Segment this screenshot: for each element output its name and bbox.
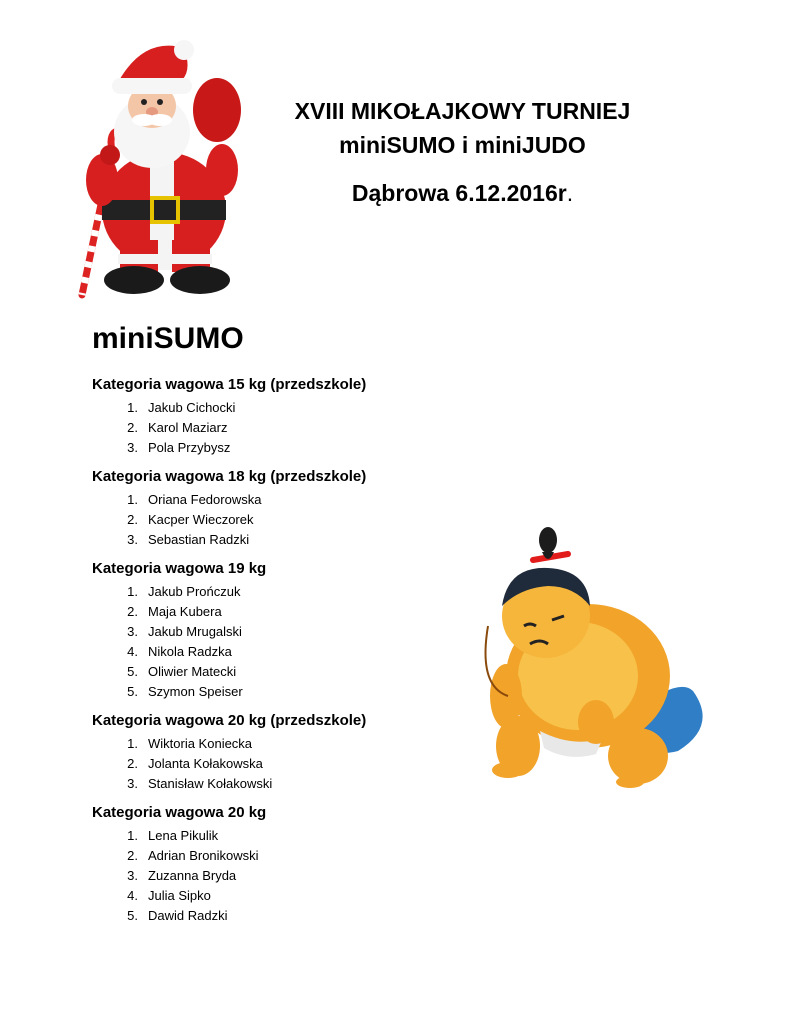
event-date <box>240 178 685 208</box>
participant-name: Jakub Cichocki <box>148 400 236 415</box>
participant-name: Oriana Fedorowska <box>148 492 262 507</box>
participant-number: 2. <box>127 756 138 771</box>
category-title: Kategoria wagowa 18 kg (przedszkole) <box>92 468 367 485</box>
participant-number: 2. <box>127 604 138 619</box>
section-heading: miniSUMO <box>92 322 244 355</box>
participant-name: Jakub Prończuk <box>148 584 241 599</box>
participant-number: 4. <box>127 888 138 903</box>
participant-list <box>92 734 472 794</box>
participant-item <box>92 682 472 702</box>
participant-number: 3. <box>127 868 138 883</box>
category-block <box>92 710 472 794</box>
participant-name: Pola Przybysz <box>148 440 231 455</box>
participant-name: Stanisław Kołakowski <box>148 776 273 791</box>
participant-name: Zuzanna Bryda <box>148 868 237 883</box>
participant-item <box>92 774 472 794</box>
participant-item <box>92 530 472 550</box>
category-block <box>92 558 472 702</box>
santa-claus-illustration <box>72 40 242 302</box>
participant-item <box>92 622 472 642</box>
participant-item <box>92 662 472 682</box>
event-date-text: Dąbrowa 6.12.2016r <box>351 180 567 206</box>
participant-item <box>92 886 472 906</box>
event-date-suffix: . <box>566 180 574 206</box>
participant-name: Kacper Wieczorek <box>148 512 254 527</box>
participant-item <box>92 906 472 926</box>
participant-list <box>92 490 472 550</box>
participant-name: Wiktoria Koniecka <box>148 736 253 751</box>
sumo-wrestler-illustration <box>478 526 723 791</box>
participant-item <box>92 398 472 418</box>
participant-name: Jolanta Kołakowska <box>148 756 263 771</box>
category-title: Kategoria wagowa 20 kg <box>92 804 267 821</box>
categories-list <box>92 374 472 934</box>
participant-number: 1. <box>127 400 138 415</box>
participant-number: 5. <box>127 664 138 679</box>
participant-number: 3. <box>127 440 138 455</box>
participant-name: Julia Sipko <box>148 888 211 903</box>
participant-item <box>92 734 472 754</box>
participant-item <box>92 418 472 438</box>
participant-name: Szymon Speiser <box>148 684 243 699</box>
participant-list <box>92 582 472 702</box>
category-block <box>92 802 472 926</box>
participant-number: 1. <box>127 736 138 751</box>
participant-name: Maja Kubera <box>148 604 222 619</box>
document-title-line1: XVIII MIKOŁAJKOWY TURNIEJ <box>294 98 631 124</box>
participant-name: Nikola Radzka <box>148 644 232 659</box>
participant-number: 2. <box>127 512 138 527</box>
participant-name: Oliwier Matecki <box>148 664 237 679</box>
participant-item <box>92 826 472 846</box>
participant-name: Sebastian Radzki <box>148 532 250 547</box>
participant-number: 3. <box>127 624 138 639</box>
participant-item <box>92 490 472 510</box>
category-block <box>92 466 472 550</box>
category-title: Kategoria wagowa 15 kg (przedszkole) <box>92 376 367 393</box>
category-title: Kategoria wagowa 19 kg <box>92 560 267 577</box>
participant-item <box>92 602 472 622</box>
document-title-line2: miniSUMO i miniJUDO <box>339 132 586 158</box>
participant-name: Lena Pikulik <box>148 828 219 843</box>
participant-number: 1. <box>127 828 138 843</box>
category-block <box>92 374 472 458</box>
participant-number: 5. <box>127 684 138 699</box>
participant-list <box>92 826 472 926</box>
participant-item <box>92 846 472 866</box>
participant-name: Jakub Mrugalski <box>148 624 242 639</box>
participant-item <box>92 582 472 602</box>
participant-number: 4. <box>127 644 138 659</box>
participant-item <box>92 754 472 774</box>
participant-number: 3. <box>127 776 138 791</box>
participant-name: Adrian Bronikowski <box>148 848 259 863</box>
participant-number: 3. <box>127 532 138 547</box>
participant-number: 1. <box>127 584 138 599</box>
participant-item <box>92 438 472 458</box>
participant-number: 2. <box>127 848 138 863</box>
participant-item <box>92 642 472 662</box>
participant-item <box>92 866 472 886</box>
category-title: Kategoria wagowa 20 kg (przedszkole) <box>92 712 367 729</box>
participant-number: 5. <box>127 908 138 923</box>
participant-name: Karol Maziarz <box>148 420 228 435</box>
participant-item <box>92 510 472 530</box>
participant-name: Dawid Radzki <box>148 908 228 923</box>
participant-number: 1. <box>127 492 138 507</box>
participant-list <box>92 398 472 458</box>
participant-number: 2. <box>127 420 138 435</box>
